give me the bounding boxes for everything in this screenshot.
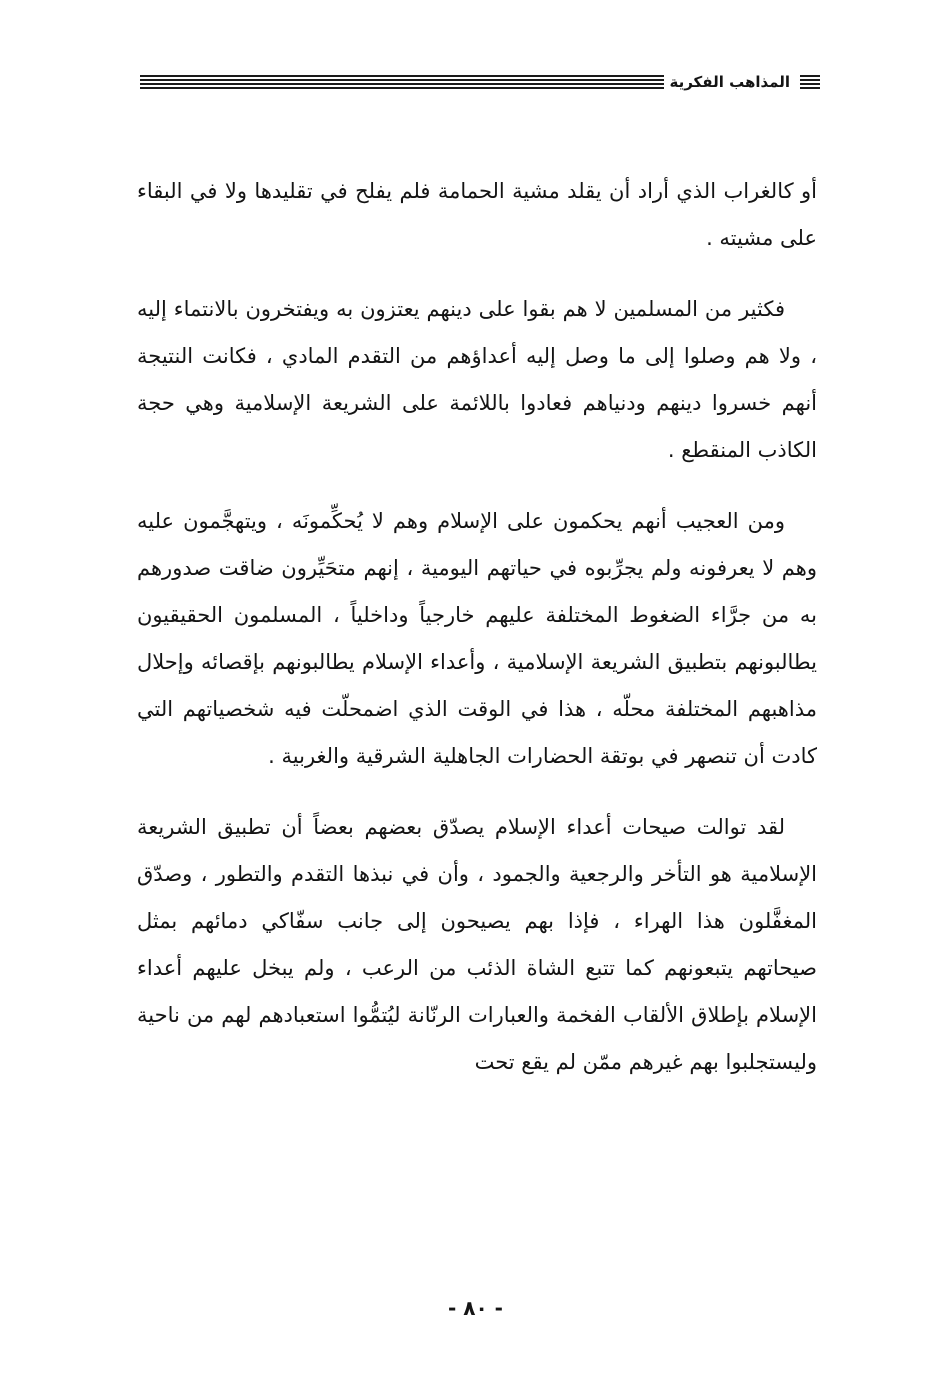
page-number: - ٨٠ - (448, 1296, 503, 1320)
paragraph: أو كالغراب الذي أراد أن يقلد مشية الحمامة فلم يفلح في تقليدها ولا في البقاء على مشيته . (137, 179, 817, 250)
paragraph: فكثير من المسلمين لا هم بقوا على دينهم يعتزون به ويفتخرون بالانتماء إليه ، ولا هم وصلوا إلى ما وصل إليه أعداؤهم من التقدم المادي ، فكانت النتيجة أنهم خسروا دينهم ودنياهم فعادوا باللائمة على الشريعة الإسلامية وهي حجة الكاذب المنقطع . (137, 297, 817, 462)
paragraph: ومن العجيب أنهم يحكمون على الإسلام وهم لا يُحكِّمونَه ، ويتهجَّمون عليه وهم لا يعرفونه ولم يجرِّبوه في حياتهم اليومية ، إنهم متحَيِّرون ضاقت صدورهم به من جرَّاء الضغوط المختلفة عليهم خارجياً وداخلياً ، المسلمون الحقيقيون يطالبونهم بتطبيق الشريعة الإسلامية ، وأعداء الإسلام يطالبونهم بإقصائه وإحلال مذاهبهم المختلفة محلّه ، هذا في الوقت الذي اضمحلّت فيه شخصياتهم التي كادت أن تنصهر في بوتقة الحضارات الجاهلية الشرقية والغربية . (137, 509, 817, 768)
running-header (140, 68, 820, 96)
header-rule (140, 75, 664, 89)
header-ornament-icon (800, 75, 820, 89)
paragraph: لقد توالت صيحات أعداء الإسلام يصدّق بعضهم بعضاً أن تطبيق الشريعة الإسلامية هو التأخر والرجعية والجمود ، وأن في نبذها التقدم والتطور ، وصدّق المغفَّلون هذا الهراء ، فإذا بهم يصيحون إلى جانب سفّاكي دمائهم بمثل صيحاتهم يتبعونهم كما تتبع الشاة الذئب من الرعب ، ولم يبخل عليهم أعداء الإسلام بإطلاق الألقاب الفخمة والعبارات الرنّانة ليُتمُّوا استعبادهم لهم من ناحية وليستجلبوا بهم غيرهم ممّن لم يقع تحت (137, 815, 817, 1074)
header-title: المذاهب الفكرية (669, 72, 790, 91)
page-body (137, 168, 817, 1110)
